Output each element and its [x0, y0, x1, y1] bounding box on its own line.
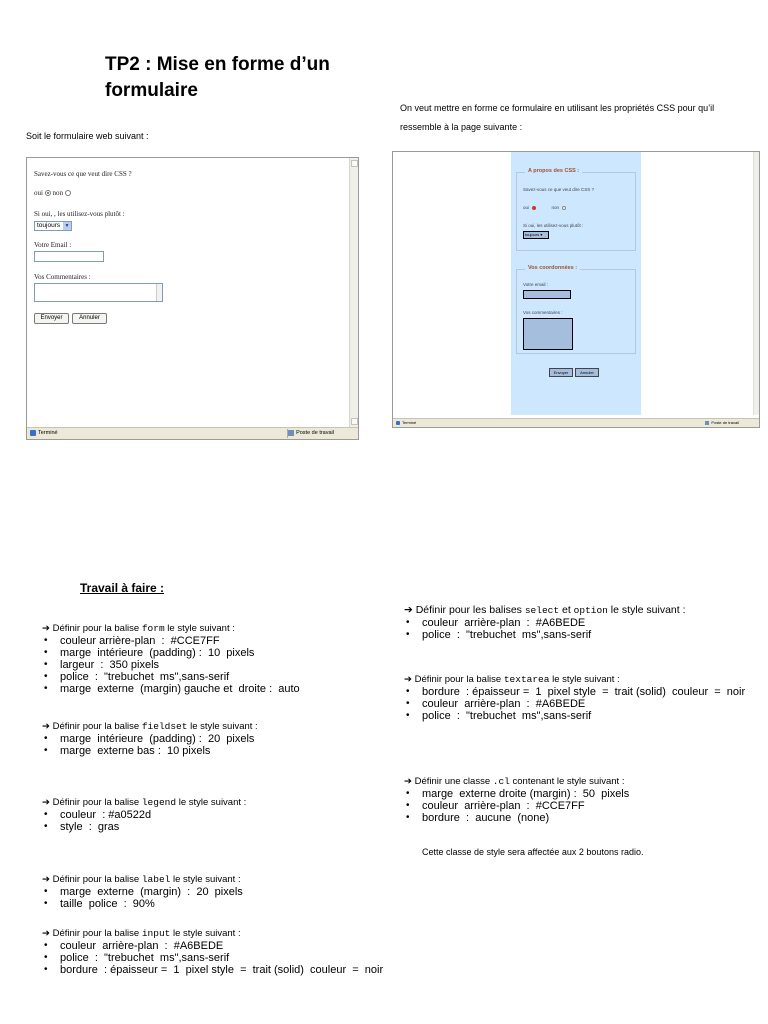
tag-class-cl: .cl: [492, 776, 510, 787]
rule-item: • marge intérieure (padding) : 20 pixels: [42, 733, 382, 745]
chevron-down-icon: ▾: [540, 232, 543, 237]
radio-group: [523, 205, 566, 210]
status-text: Terminé: [38, 430, 58, 436]
comments-textarea[interactable]: [523, 318, 573, 350]
tag-option: option: [573, 605, 608, 616]
rule-item: • bordure : aucune (none): [404, 812, 749, 824]
rule-item: • marge externe (margin) gauche et droite : auto: [42, 683, 382, 695]
rule-label: ➔ Définir pour la balise label le style suivant : • marge externe (margin) : 20 pixels • taille police : 90%: [42, 873, 382, 910]
select-value: toujours: [37, 222, 61, 229]
usage-select[interactable]: [523, 231, 549, 239]
rule-item: • bordure : épaisseur = 1 pixel style = trait (solid) couleur = noir: [42, 964, 387, 976]
class-note: Cette classe de style sera affectée aux 2 boutons radio.: [422, 847, 644, 857]
rule-item: • police : "trebuchet ms",sans-serif: [42, 671, 382, 683]
option-no-label: non: [551, 205, 560, 210]
original-form-screenshot: [26, 157, 359, 440]
option-yes-label: oui: [523, 205, 530, 210]
rule-select: ➔ Définir pour les balises select et option le style suivant : • couleur arrière-plan : #A6BEDE • police : "trebuchet ms",sans-serif: [404, 604, 749, 641]
ie-page-icon: [396, 421, 400, 425]
usage-label: Si oui, , les utilisez-vous plutôt :: [34, 210, 125, 218]
styled-form: [511, 152, 641, 415]
rule-item: • police : "trebuchet ms",sans-serif: [42, 952, 387, 964]
status-bar: [393, 418, 759, 427]
email-field[interactable]: [523, 290, 571, 299]
submit-button[interactable]: Envoyer: [549, 368, 573, 377]
rule-item: • couleur : #a0522d: [42, 809, 382, 821]
comments-textarea[interactable]: [34, 283, 163, 302]
rule-form: ➔ Définir pour la balise form le style suivant : • couleur arrière-plan : #CCE7FF • marge intérieure (padding) : 10 pixels • largeur : 350 pixels • police : "trebuchet ms",sans-serif • marge externe (margin) gauche et droite : auto: [42, 622, 382, 695]
page-title: TP2 : Mise en forme d’un formulaire: [105, 54, 330, 101]
rule-item: • style : gras: [42, 821, 382, 833]
intro-right: On veut mettre en forme ce formulaire en utilisant les propriétés CSS pour qu’il ressemble à la page suivante :: [400, 103, 715, 132]
rule-item: • couleur arrière-plan : #CCE7FF: [42, 635, 382, 647]
ie-page-icon: [30, 430, 36, 436]
select-value: toujours: [525, 232, 540, 237]
rule-item: • bordure : épaisseur = 1 pixel style = trait (solid) couleur = noir: [404, 686, 752, 698]
rule-item: • marge intérieure (padding) : 10 pixels: [42, 647, 382, 659]
rule-item: • largeur : 350 pixels: [42, 659, 382, 671]
option-no-label: non: [52, 189, 63, 197]
tag-textarea: textarea: [503, 674, 550, 685]
radio-yes[interactable]: [532, 206, 536, 210]
email-field[interactable]: [34, 251, 104, 262]
tag-legend: legend: [141, 797, 177, 808]
tag-input: input: [141, 928, 171, 939]
usage-select[interactable]: [34, 221, 72, 231]
question-label: Savez-vous ce que veut dire CSS ?: [523, 187, 595, 192]
intro-left: Soit le formulaire web suivant :: [26, 131, 149, 141]
status-text: Terminé: [402, 420, 417, 425]
comments-label: Vos commentaires :: [523, 310, 563, 315]
computer-icon: [288, 430, 294, 436]
email-label: Votre email :: [523, 282, 549, 287]
radio-no[interactable]: [65, 190, 71, 196]
submit-button[interactable]: Envoyer: [34, 313, 69, 324]
rule-item: • police : "trebuchet ms",sans-serif: [404, 710, 752, 722]
fieldset-css: [516, 168, 636, 251]
cancel-button[interactable]: Annuler: [72, 313, 107, 324]
rule-legend: ➔ Définir pour la balise legend le style suivant : • couleur : #a0522d • style : gras: [42, 796, 382, 833]
legend-css: A propos des CSS :: [525, 168, 582, 174]
rule-fieldset: ➔ Définir pour la balise fieldset le style suivant : • marge intérieure (padding) : 20 pixels • marge externe bas : 10 pixels: [42, 720, 382, 757]
radio-yes[interactable]: [45, 190, 51, 196]
tag-label: label: [141, 874, 171, 885]
chevron-down-icon: ▼: [64, 223, 70, 229]
task-heading: Travail à faire :: [80, 581, 165, 595]
rule-item: • couleur arrière-plan : #A6BEDE: [42, 940, 387, 952]
email-label: Votre Email :: [34, 241, 72, 249]
radio-no[interactable]: [562, 206, 566, 210]
rule-textarea: ➔ Définir pour la balise textarea le style suivant : • bordure : épaisseur = 1 pixel style = trait (solid) couleur = noir • couleur arrière-plan : #A6BEDE • police : "trebuchet ms",sans-serif: [404, 673, 752, 722]
styled-form-screenshot: [392, 151, 760, 428]
rule-input: ➔ Définir pour la balise input le style suivant : • couleur arrière-plan : #A6BEDE • police : "trebuchet ms",sans-serif • bordure : épaisseur = 1 pixel style = trait (solid) couleur = noir: [42, 927, 387, 976]
rule-item: • couleur arrière-plan : #A6BEDE: [404, 617, 749, 629]
tag-select: select: [524, 605, 560, 616]
computer-icon: [705, 421, 709, 425]
tag-form: form: [141, 623, 165, 634]
legend-contact: Vos coordonnées :: [525, 265, 580, 271]
status-zone: Poste de travail: [296, 430, 334, 436]
option-yes-label: oui: [34, 189, 43, 197]
usage-label: Si oui, les utilisez-vous plutôt :: [523, 223, 584, 228]
rule-item: • couleur arrière-plan : #CCE7FF: [404, 800, 749, 812]
rule-item: • marge externe (margin) : 20 pixels: [42, 886, 382, 898]
rule-item: • marge externe bas : 10 pixels: [42, 745, 382, 757]
fieldset-contact: [516, 265, 636, 354]
scrollbar[interactable]: [349, 158, 358, 427]
status-zone: Poste de travail: [711, 420, 739, 425]
scrollbar[interactable]: [753, 152, 759, 415]
status-bar: [27, 427, 358, 439]
rule-class-cl: ➔ Définir une classe .cl contenant le style suivant : • marge externe droite (margin) : 50 pixels • couleur arrière-plan : #CCE7FF • bordure : aucune (none): [404, 775, 749, 824]
radio-group: [34, 189, 71, 197]
rule-item: • marge externe droite (margin) : 50 pixels: [404, 788, 749, 800]
comments-label: Vos Commentaires :: [34, 273, 91, 281]
rule-item: • police : "trebuchet ms",sans-serif: [404, 629, 749, 641]
rule-item: • taille police : 90%: [42, 898, 382, 910]
rule-item: • couleur arrière-plan : #A6BEDE: [404, 698, 752, 710]
question-label: Savez-vous ce que veut dire CSS ?: [34, 170, 132, 178]
cancel-button[interactable]: Annuler: [575, 368, 599, 377]
tag-fieldset: fieldset: [141, 721, 188, 732]
